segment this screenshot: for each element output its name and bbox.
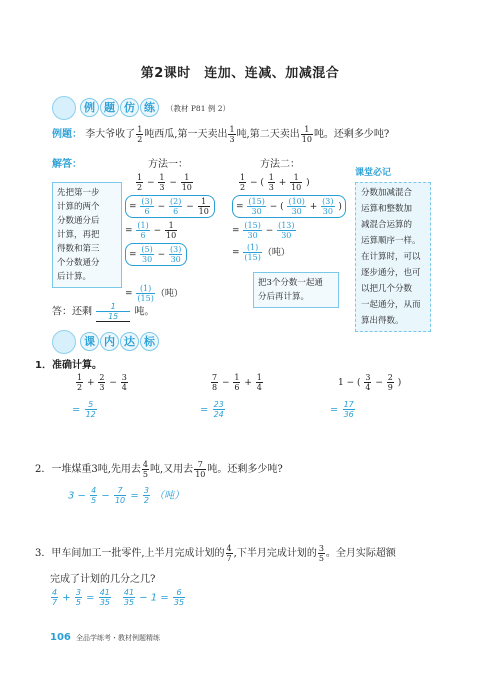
footer-text: 全品学练考・教材例题精练 bbox=[75, 634, 160, 642]
method-one-label: 方法一： bbox=[148, 159, 188, 170]
mascot-icon-2 bbox=[52, 330, 76, 354]
section-badge-1: 例 题 仿 练 bbox=[80, 98, 160, 117]
mascot-icon bbox=[52, 96, 76, 120]
example-text: 李大爷收了 bbox=[85, 129, 136, 140]
footer bbox=[50, 625, 160, 644]
example-text: 吨,第二天卖出 bbox=[236, 129, 300, 140]
page-number: 106 bbox=[50, 632, 71, 643]
fraction: $\frac{1}{3}$ bbox=[229, 125, 235, 144]
q1-expr-c: 1 − ( $\frac{3}{4}$ − $\frac{2}{9}$ ) bbox=[338, 373, 402, 392]
q1-label: 1．准确计算。 bbox=[35, 360, 102, 371]
example-label: 例题： bbox=[52, 129, 82, 140]
q3-text: 3．甲车间加工一批零件,上半月完成计划的 $\frac{4}{7}$ ,下半月完成计划的 $\frac{3}{5}$ 。全月实际超额 bbox=[35, 544, 396, 563]
q2-text: 2．一堆煤重3吨,先用去 $\frac{4}{5}$ 吨,又用去 $\frac{7}{10}$ 吨。还剩多少吨? bbox=[35, 460, 283, 479]
tip-title: 课堂必记 bbox=[355, 168, 392, 178]
q2-answer: 3 − $\frac{4}{5}$ − $\frac{7}{10}$ = $\frac{3}{2}$ （吨） bbox=[68, 486, 185, 505]
q1-expr-a: $\frac{1}{2}$ + $\frac{2}{3}$ − $\frac{3}{4}$ bbox=[77, 373, 127, 392]
method-two-note: 把3个分数一起通 分后再计算。 bbox=[253, 272, 339, 308]
section-badge-2: 课 内 达 标 bbox=[80, 332, 160, 351]
q1-expr-b: $\frac{7}{8}$ − $\frac{1}{6}$ + $\frac{1}{4}$ bbox=[212, 373, 262, 392]
tip-box: 课堂必记 分数加减混合 运算和整数加 减混合运算的 运算顺序一样。 在计算时，可以 逐步通分，也可 以把几个分数 一起通分，从而 算出得数。 bbox=[355, 165, 431, 332]
fraction: $\frac{1}{2}$ bbox=[137, 125, 143, 144]
textbook-source: （教材 P81 例 2） bbox=[166, 104, 231, 113]
method-one-result: = $\frac{(1)}{(15)}$ （吨） bbox=[125, 284, 183, 303]
solution-label: 解答： bbox=[52, 159, 82, 170]
q3-answer: $\frac{4}{7}$ + $\frac{3}{5}$ = $\frac{41}{35}$ $\frac{41}{35}$ − 1 = $\frac{6}{35}$ bbox=[52, 588, 185, 607]
example-problem bbox=[52, 125, 389, 144]
fraction: $\frac{1}{10}$ bbox=[301, 125, 312, 144]
answer-line: 答：还剩 $\frac{1}{15}$ 吨。 bbox=[52, 302, 155, 321]
method-one-work: $\frac{1}{2}$ − $\frac{1}{3}$ − $\frac{1}{10}$ = $\frac{(3)}{6}$ − $\frac{(2)}{6}$ − $\frac{1}{10}$ = $\frac{(1)}{6}$ − $\frac{1}{10}$ = $\frac{(5)}{30}$ − $\frac{(3)}{30}$ bbox=[125, 173, 215, 266]
method-two-work: $\frac{1}{2}$ − ( $\frac{1}{3}$ + $\frac{1}{10}$ ) = $\frac{(15)}{30}$ − ( $\frac{(10)}{30}$ + $\frac{(3)}{30}$ ) = $\frac{(15)}{30}$ − $\frac{(13)}{30}$ = $\frac{(1)}{(15)}$ （吨） bbox=[232, 173, 346, 262]
example-text: 吨。还剩多少吨? bbox=[313, 129, 390, 140]
q1-answer-b: = $\frac{23}{24}$ bbox=[200, 400, 224, 419]
example-text: 吨西瓜,第一天卖出 bbox=[144, 129, 228, 140]
method-one-note: 先把第一步 计算的两个 分数通分后 计算，再把 得数和第三 个分数通分 后计算。 bbox=[52, 182, 122, 288]
method-two-label: 方法二： bbox=[260, 159, 300, 170]
q1-answer-a: = $\frac{5}{12}$ bbox=[72, 400, 96, 419]
q3-text-line2: 完成了计划的几分之几? bbox=[50, 574, 156, 585]
q1-answer-c: = $\frac{17}{36}$ bbox=[330, 400, 354, 419]
page-title: 第2课时 连加、连减、加减混合 bbox=[140, 66, 340, 81]
